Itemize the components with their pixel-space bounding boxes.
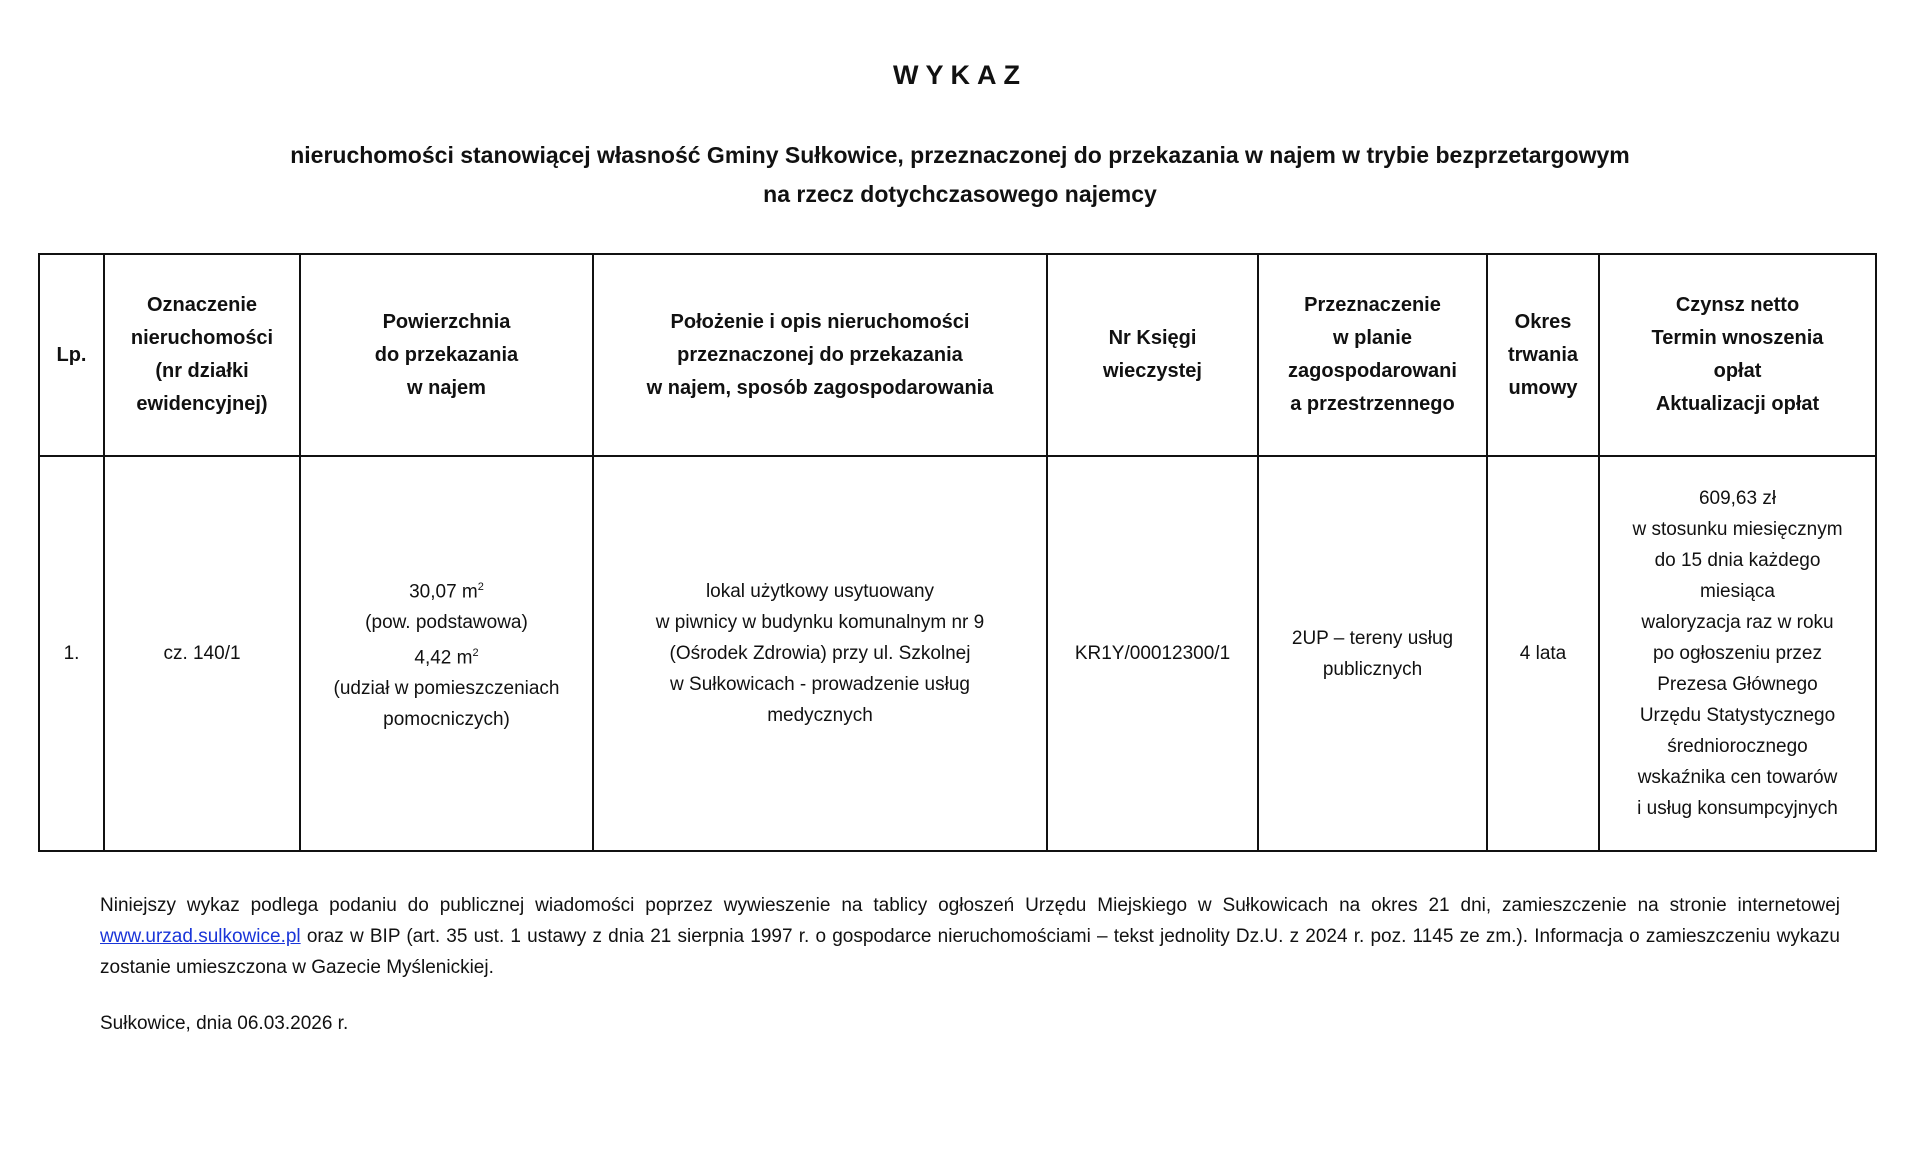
footer-notice: Niniejszy wykaz podlega podaniu do publicznej wiadomości poprzez wywieszenie na tablicy ogłoszeń Urzędu Miejskiego w Sułkowicach na okres 21 dni, zamieszczenie na stronie internetowej www.urzad.sulkowice.pl oraz w BIP (art. 35 ust. 1 ustawy z dnia 21 sierpnia 1997 r. o gospodarce nieruchomościami – tekst jednolity Dz.U. z 2024 r. poz. 1145 ze zm.). Informacja o zamieszczeniu wykazu zostanie umieszczona w Gazecie Myślenickiej. <box>100 895 1840 978</box>
cell-lp: 1. <box>39 456 104 851</box>
header-lp: Lp. <box>39 254 104 456</box>
area-share-note: (udział w pomieszczeniach pomocniczych) <box>333 678 560 731</box>
table-row <box>39 456 1876 851</box>
cell-area <box>300 456 593 851</box>
document-subtitle-line-2: na rzecz dotychczasowego najemcy <box>763 181 1157 207</box>
cell-land-register: KR1Y/00012300/1 <box>1047 456 1258 851</box>
area-main-note: (pow. podstawowa) <box>365 612 528 633</box>
property-table <box>38 253 1877 852</box>
header-plot-designation: Oznaczenie nieruchomości (nr działki ewidencyjnej) <box>104 254 300 456</box>
cell-zoning: 2UP – tereny usług publicznych <box>1258 456 1487 851</box>
cell-rent: 609,63 zł w stosunku miesięcznym do 15 dnia każdego miesiąca waloryzacja raz w roku po ogłoszeniu przez Prezesa Głównego Urzędu Statystycznego średniorocznego wskaźnika cen towarów i usług konsumpcyjnych <box>1599 456 1876 851</box>
header-term: Okres trwania umowy <box>1487 254 1599 456</box>
header-area: Powierzchnia do przekazania w najem <box>300 254 593 456</box>
date-line: Sułkowice, dnia 06.03.2026 r. <box>100 1013 349 1034</box>
header-rent: Czynsz netto Termin wnoszenia opłat Aktualizacji opłat <box>1599 254 1876 456</box>
cell-term: 4 lata <box>1487 456 1599 851</box>
header-land-register: Nr Księgi wieczystej <box>1047 254 1258 456</box>
table-header-row <box>39 254 1876 456</box>
document-subtitle-line-1: nieruchomości stanowiącej własność Gminy Sułkowice, przeznaczonej do przekazania w najem w trybie bezprzetargowym <box>290 142 1630 168</box>
document-title: WYKAZ <box>893 60 1027 90</box>
website-link[interactable]: www.urzad.sulkowice.pl <box>100 926 301 947</box>
header-zoning: Przeznaczenie w planie zagospodarowani a przestrzennego <box>1258 254 1487 456</box>
area-share: 4,42 $m^2$ <box>414 647 479 669</box>
cell-description: lokal użytkowy usytuowany w piwnicy w budynku komunalnym nr 9 (Ośrodek Zdrowia) przy ul. Szkolnej w Sułkowicach - prowadzenie usług medycznych <box>593 456 1047 851</box>
cell-plot: cz. 140/1 <box>104 456 300 851</box>
header-location-description: Położenie i opis nieruchomości przeznaczonej do przekazania w najem, sposób zagospodarowania <box>593 254 1047 456</box>
area-main: 30,07 $m^2$ <box>409 580 484 602</box>
